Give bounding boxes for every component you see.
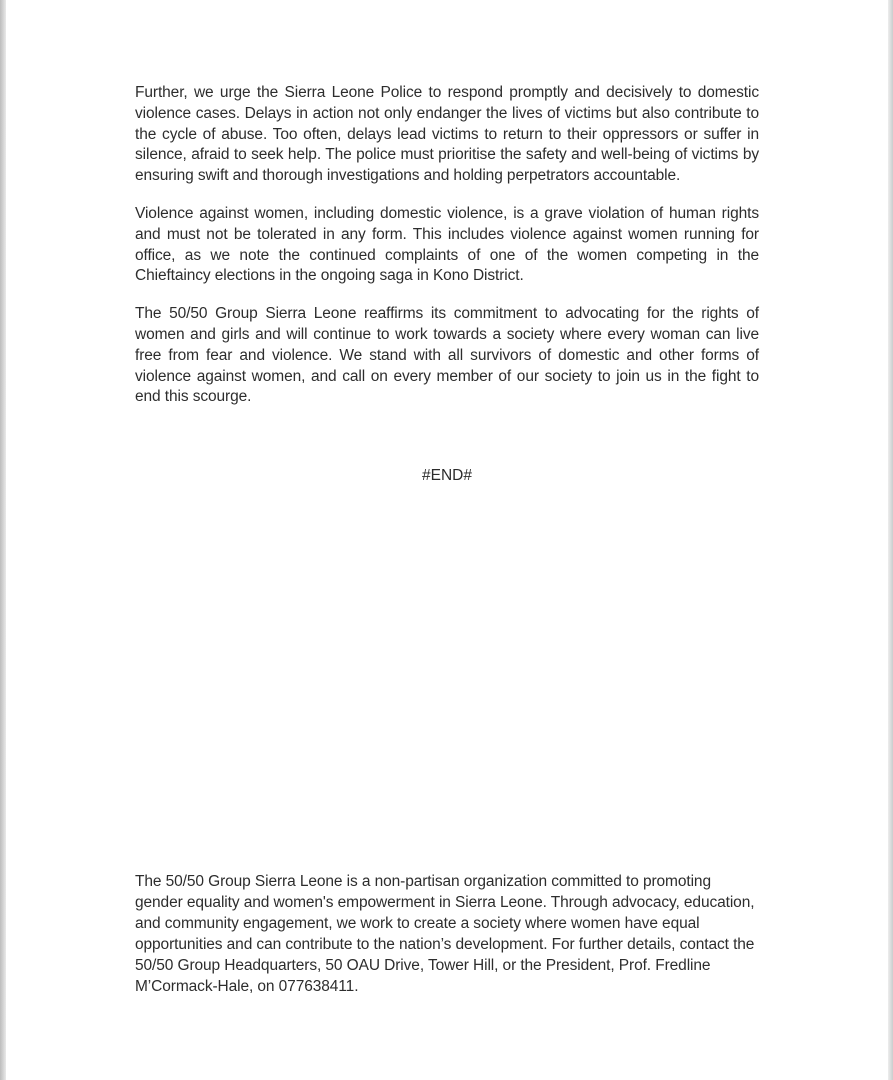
page-right-edge (888, 0, 893, 1080)
body-paragraph-violence-against-women: Violence against women, including domestic violence, is a grave violation of human rights and must not be tolerated in any form. This includes violence against women running for office, as we note the continued complaints of one of the women competing in the Chieftaincy elections in the ongoing saga in Kono District. (135, 204, 759, 285)
body-text-block (135, 83, 759, 425)
body-paragraph-commitment: The 50/50 Group Sierra Leone reaffirms its commitment to advocating for the rights of women and girls and will continue to work towards a society where every woman can live free from fear and violence. We stand with all survivors of domestic and other forms of violence against women, and call on every member of our society to join us in the fight to end this scourge. (135, 305, 759, 406)
page-left-edge (0, 0, 6, 1080)
body-paragraph-police-response: Further, we urge the Sierra Leone Police to respond promptly and decisively to domestic violence cases. Delays in action not only endanger the lives of victims but also contribute to the cycle of abuse. Too often, delays lead victims to return to their oppressors or suffer in silence, afraid to seek help. The police must prioritise the safety and well-being of victims by ensuring swift and thorough investigations and holding perpetrators accountable. (135, 84, 759, 185)
footer-about-paragraph: The 50/50 Group Sierra Leone is a non-partisan organization committed to promoting gender equality and women's empowerment in Sierra Leone. Through advocacy, education, and community engagement, we work to create a society where women have equal opportunities and can contribute to the nation’s development. For further details, contact the 50/50 Group Headquarters, 50 OAU Drive, Tower Hill, or the President, Prof. Fredline M’Cormack-Hale, on 077638411. (135, 873, 755, 995)
end-marker: #END# (422, 467, 472, 484)
